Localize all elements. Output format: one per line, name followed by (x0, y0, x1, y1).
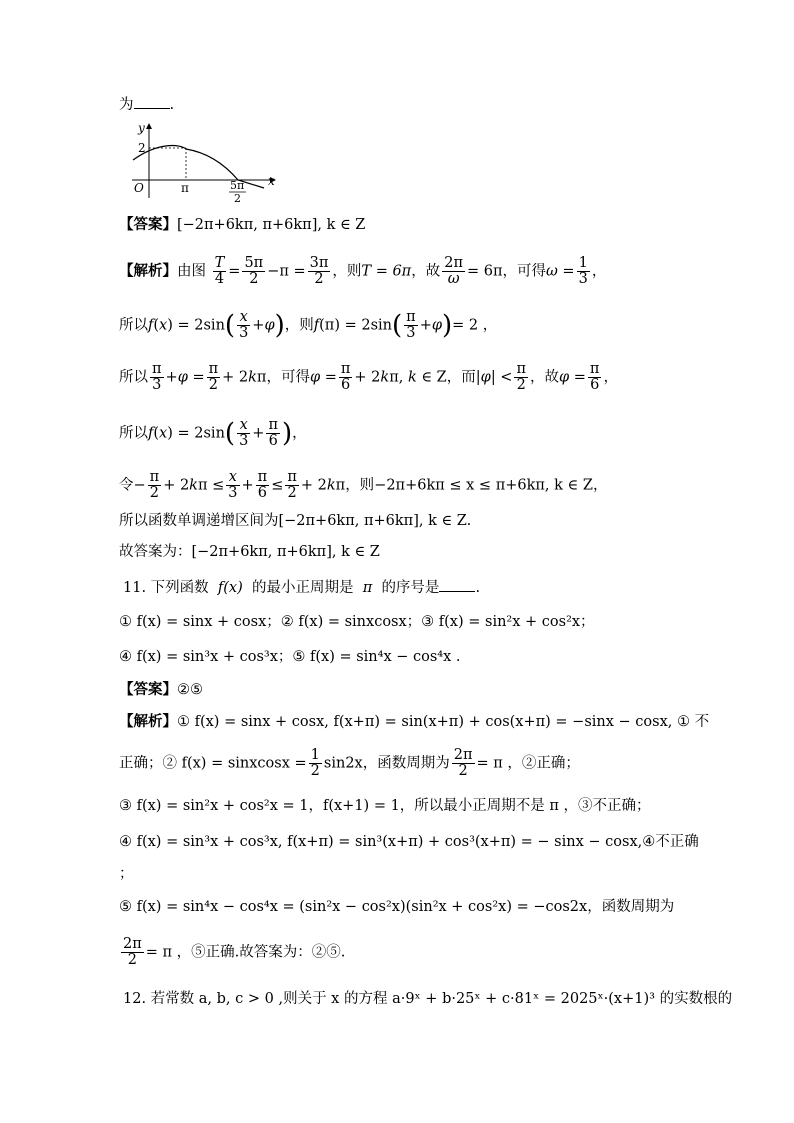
q11-analysis-4: ④ f(x) = sin³x + cos³x, f(x+π) = sin³(x+π) + cos³(x+π) = − sinx − cosx,④不正确 (119, 834, 699, 850)
q11-analysis-5: ⑤ f(x) = sin⁴x − cos⁴x = (sin²x − cos²x)(sin²x + cos²x) = −cos2x，函数周期为 (119, 899, 675, 915)
sine-graph (118, 118, 288, 204)
q10-analysis-2: 所以f(x) = 2sin( $\frac{x}{3}$ +φ)，则f(π) = 2sin( $\frac{\pi}{3}$ +φ)= 2 ， (119, 309, 498, 341)
q11-analysis-1: 【解析】① f(x) = sinx + cosx, f(x+π) = sin(x+π) + cos(x+π) = −sinx − cosx, ① 不 (119, 713, 710, 730)
q11-options-2: ④ f(x) = sin³x + cos³x；⑤ f(x) = sin⁴x − cos⁴x . (119, 649, 461, 665)
y-tick: 2 (138, 141, 146, 155)
q10-answer-line: 【答案】[−2π+6kπ, π+6kπ], k ∈ Z (119, 216, 366, 233)
q10-analysis-6: 所以函数单调递增区间为[−2π+6kπ, π+6kπ], k ∈ Z. (119, 513, 472, 529)
x-tick-pi: π (181, 181, 189, 195)
q10-analysis-7: 故答案为：[−2π+6kπ, π+6kπ], k ∈ Z (119, 544, 380, 560)
question-10-tail: 为 . (119, 97, 175, 113)
y-label: y (138, 121, 145, 135)
q11-analysis-2: 正确；② f(x) = sinxcosx = $\frac{1}{2}$ sin2x，函数周期为 $\frac{2\pi}{2}$ = π ，②正确； (119, 747, 580, 779)
q10-analysis-5: 令− $\frac{\pi}{2}$ + 2kπ ≤ $\frac{x}{3}$ + $\frac{\pi}{6}$ ≤ $\frac{\pi}{2}$ + 2kπ，则−2π+6kπ ≤ x ≤ π+6kπ, k ∈ Z， (119, 469, 608, 501)
q11-analysis-4b: ； (119, 866, 134, 882)
x-label: x (268, 174, 275, 188)
curve (133, 146, 264, 188)
answer-blank (134, 95, 170, 109)
origin-label: O (134, 181, 144, 195)
q11-options-1: ① f(x) = sinx + cosx；② f(x) = sinxcosx；③ f(x) = sin²x + cos²x； (119, 614, 595, 630)
q11-analysis-3: ③ f(x) = sin²x + cos²x = 1，f(x+1) = 1，所以最小正周期不是 π ，③不正确； (119, 798, 651, 814)
q10-analysis-3: 所以 $\frac{\pi}{3}$ +φ = $\frac{\pi}{2}$ + 2kπ，可得φ = $\frac{\pi}{6}$ + 2kπ, k ∈ Z，而|φ| < $\frac{\pi}{2}$ ，故φ = $\frac{\pi}{6}$ ， (119, 361, 618, 393)
q10-analysis-1: 【解析】由图 $\frac{T}{4}$ = $\frac{5\pi}{2}$ −π = $\frac{3\pi}{2}$ ，则T = 6π，故 $\frac{2\pi}{\omega}$ = 6π，可得ω = $\frac{1}{3}$ ， (119, 255, 607, 287)
q11-analysis-6: $\frac{2\pi}{2}$ = π ，⑤正确.故答案为：②⑤. (123, 936, 346, 968)
x-tick-5pi2-den: 2 (234, 192, 241, 204)
q11-stem: 11. 下列函数 f(x) 的最小正周期是 π 的序号是 . (123, 580, 481, 596)
q11-answer-line: 【答案】②⑤ (119, 681, 203, 698)
answer-blank (439, 578, 475, 592)
q10-analysis-4: 所以f(x) = 2sin( $\frac{x}{3}$ + $\frac{\pi}{6}$ )， (119, 417, 307, 449)
q12-stem: 12. 若常数 a, b, c > 0 ,则关于 x 的方程 a·9ˣ + b·25ˣ + c·81ˣ = 2025ˣ·(x+1)³ 的实数根的 (123, 991, 733, 1007)
x-tick-5pi2-num: 5π (230, 179, 245, 192)
